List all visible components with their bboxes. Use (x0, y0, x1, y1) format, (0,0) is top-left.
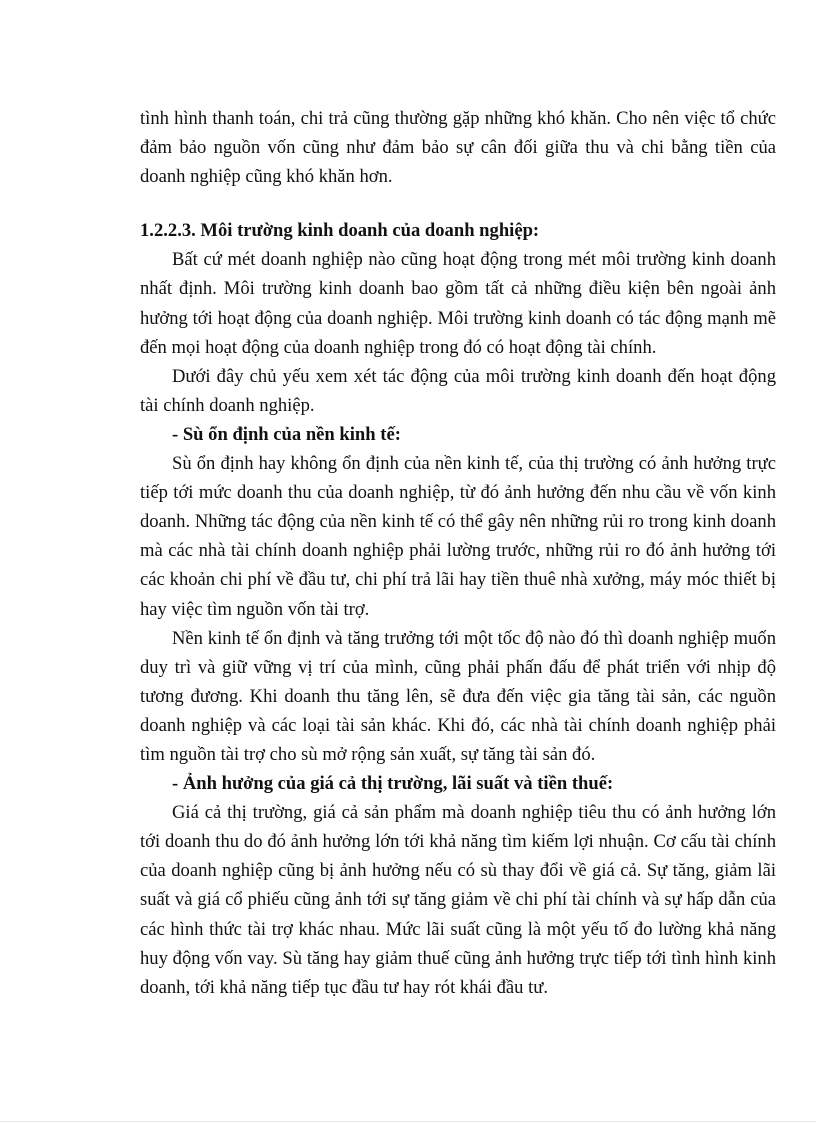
section-paragraph: Dưới đây chủ yếu xem xét tác động của môi trường kinh doanh đến hoạt động tài chính doanh nghiệp. (140, 365, 776, 416)
page-bottom-divider (0, 1121, 816, 1122)
intro-paragraph: tình hình thanh toán, chi trả cũng thường gặp những khó khăn. Cho nên việc tổ chức đảm bảo nguồn vốn cũng như đảm bảo sự cân đối giữa thu và chi bằng tiền của doanh nghiệp cũng khó khăn hơn. (140, 108, 776, 188)
subsection-heading-prices: - Ảnh hưởng của giá cả thị trường, lãi suất và tiền thuế: (172, 773, 614, 795)
document-body (140, 104, 776, 1002)
section-paragraph: Bất cứ mét doanh nghiệp nào cũng hoạt động trong mét môi trường kinh doanh nhất định. Môi trường kinh doanh bao gồm tất cả những điều kiện bên ngoài ảnh hưởng tới hoạt động của doanh nghiệp. Môi trường kinh doanh có tác động mạnh mẽ đến mọi hoạt động của doanh nghiệp trong đó có hoạt động tài chính. (140, 249, 776, 358)
subsection-paragraph: Giá cả thị trường, giá cả sản phẩm mà doanh nghiệp tiêu thu có ảnh hưởng lớn tới doanh thu do đó ảnh hưởng lớn tới khả năng tìm kiếm lợi nhuận. Cơ cấu tài chính của doanh nghiệp cũng bị ảnh hưởng nếu có sù thay đổi về giá cả. Sự tăng, giảm lãi suất và giá cổ phiếu cũng ảnh tới sự tăng giảm về chi phí tài chính và sự hấp dẫn của các hình thức tài trợ khác nhau. Mức lãi suất cũng là một yếu tố đo lường khả năng huy động vốn vay. Sù tăng hay giảm thuế cũng ảnh hưởng trực tiếp tới tình hình kinh doanh, tới khả năng tiếp tục đầu tư hay rót khái đầu tư. (140, 802, 776, 998)
subsection-paragraph: Nền kinh tế ổn định và tăng trưởng tới một tốc độ nào đó thì doanh nghiệp muốn duy trì và giữ vững vị trí của mình, cũng phải phấn đấu để phát triển với nhịp độ tương đương. Khi doanh thu tăng lên, sẽ đưa đến việc gia tăng tài sản, các nguồn doanh nghiệp và các loại tài sản khác. Khi đó, các nhà tài chính doanh nghiệp phải tìm nguồn tài trợ cho sù mở rộng sản xuất, sự tăng tài sản đó. (140, 627, 776, 765)
section-heading: 1.2.2.3. Môi trường kinh doanh của doanh nghiệp: (140, 220, 540, 242)
subsection-paragraph: Sù ổn định hay không ổn định của nền kinh tế, của thị trường có ảnh hưởng trực tiếp tới mức doanh thu của doanh nghiệp, từ đó ảnh hưởng đến nhu cầu về vốn kinh doanh. Những tác động của nền kinh tế có thể gây nên những rủi ro trong kinh doanh mà các nhà tài chính doanh nghiệp phải lường trước, những rủi ro đó ảnh hưởng tới các khoản chi phí về đầu tư, chi phí trả lãi hay tiền thuê nhà xưởng, máy móc thiết bị hay việc tìm nguồn vốn tài trợ. (140, 453, 776, 620)
subsection-heading-economy: - Sù ổn định của nền kinh tế: (172, 423, 401, 445)
